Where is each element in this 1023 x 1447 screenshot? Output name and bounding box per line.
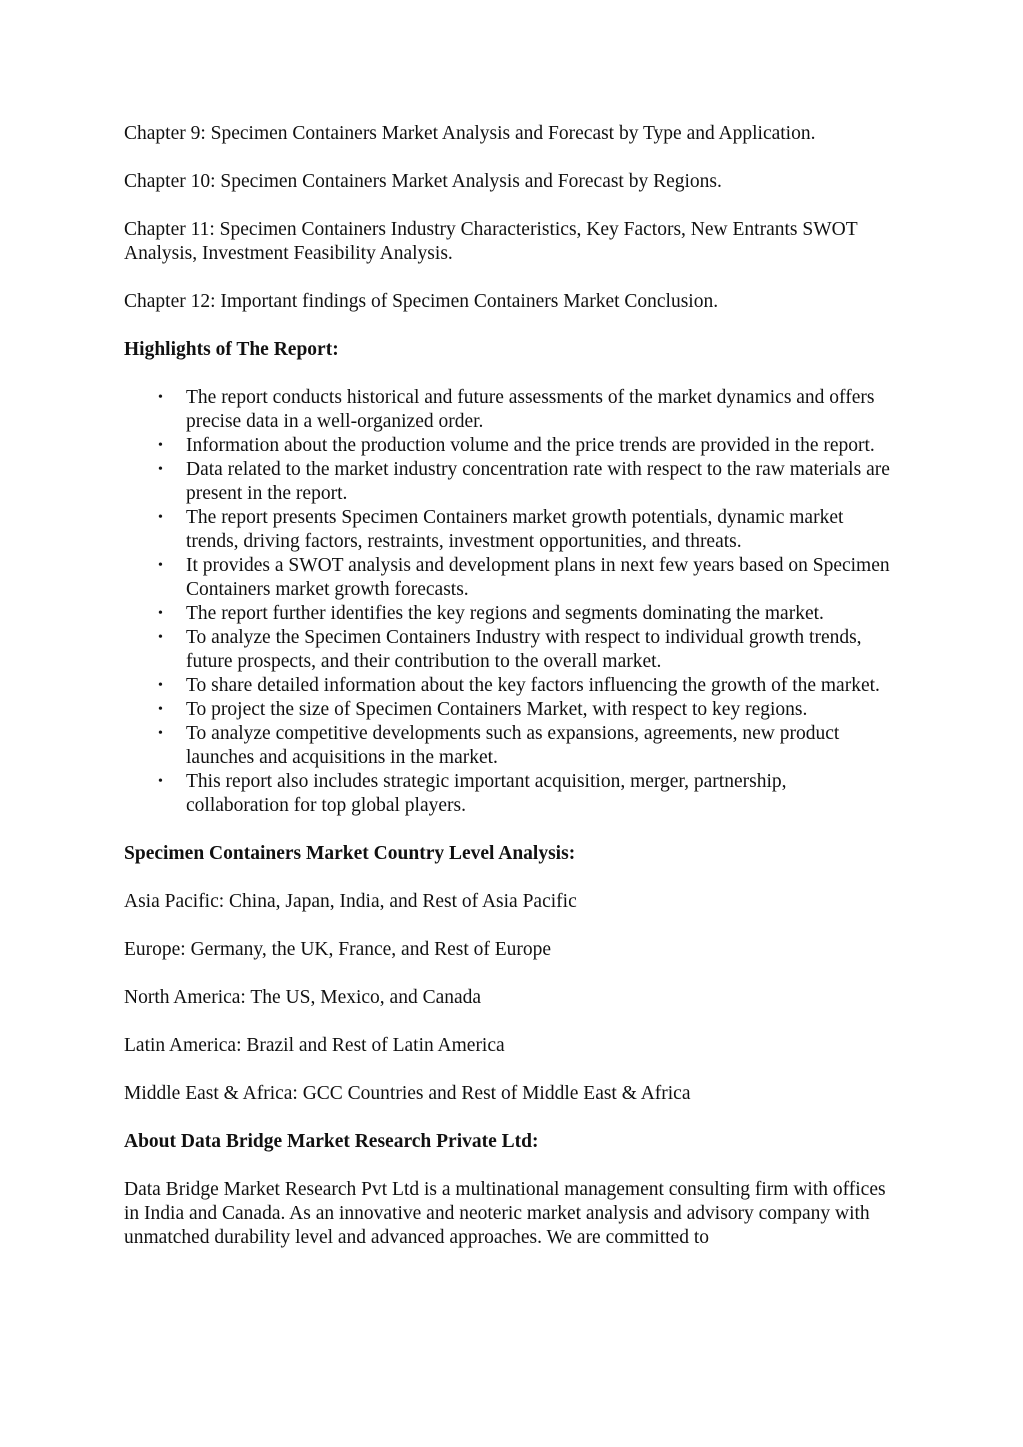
highlights-heading: Highlights of The Report:: [124, 339, 339, 360]
country-analysis-heading: Specimen Containers Market Country Level Analysis:: [124, 843, 576, 864]
bullet-icon: •: [158, 726, 163, 741]
list-item: [124, 458, 894, 506]
list-item: [124, 554, 894, 602]
bullet-icon: •: [158, 462, 163, 477]
bullet-icon: •: [158, 702, 163, 717]
bullet-icon: •: [158, 558, 163, 573]
list-item-text: The report further identifies the key regions and segments dominating the market.: [186, 603, 824, 624]
list-item-text: To project the size of Specimen Containers Market, with respect to key regions.: [186, 699, 808, 720]
about-text: Data Bridge Market Research Pvt Ltd is a multinational management consulting firm with offices in India and Canada. As an innovative and neoteric market analysis and advisory company with unmatched durability level and advanced approaches. We are committed to: [124, 1179, 886, 1248]
bullet-icon: •: [158, 390, 163, 405]
highlights-list: [124, 386, 894, 818]
bullet-icon: •: [158, 510, 163, 525]
list-item: [124, 602, 894, 626]
chapter-10-text: Chapter 10: Specimen Containers Market Analysis and Forecast by Regions.: [124, 171, 722, 192]
list-item-text: Data related to the market industry concentration rate with respect to the raw materials are present in the report.: [186, 459, 890, 504]
list-item-text: The report presents Specimen Containers market growth potentials, dynamic market trends, driving factors, restraints, investment opportunities, and threats.: [186, 507, 844, 552]
bullet-icon: •: [158, 606, 163, 621]
list-item: [124, 434, 894, 458]
list-item: [124, 626, 894, 674]
list-item: [124, 722, 894, 770]
list-item: [124, 674, 894, 698]
chapter-11-text: Chapter 11: Specimen Containers Industry Characteristics, Key Factors, New Entrants SWOT Analysis, Investment Feasibility Analysis.: [124, 219, 858, 264]
list-item: [124, 506, 894, 554]
list-item-text: This report also includes strategic important acquisition, merger, partnership, collaboration for top global players.: [186, 771, 787, 816]
region-europe: Europe: Germany, the UK, France, and Rest of Europe: [124, 939, 552, 960]
chapter-12-text: Chapter 12: Important findings of Specimen Containers Market Conclusion.: [124, 291, 719, 312]
about-heading: About Data Bridge Market Research Private Ltd:: [124, 1131, 539, 1152]
bullet-icon: •: [158, 438, 163, 453]
list-item: [124, 386, 894, 434]
list-item-text: To share detailed information about the key factors influencing the growth of the market.: [186, 675, 880, 696]
region-latin-america: Latin America: Brazil and Rest of Latin America: [124, 1035, 505, 1056]
list-item-text: Information about the production volume and the price trends are provided in the report.: [186, 435, 875, 456]
region-asia-pacific: Asia Pacific: China, Japan, India, and Rest of Asia Pacific: [124, 891, 577, 912]
chapter-9-text: Chapter 9: Specimen Containers Market Analysis and Forecast by Type and Application.: [124, 123, 816, 144]
list-item-text: To analyze the Specimen Containers Industry with respect to individual growth trends, future prospects, and their contribution to the overall market.: [186, 627, 862, 672]
region-middle-east-africa: Middle East & Africa: GCC Countries and Rest of Middle East & Africa: [124, 1083, 691, 1104]
list-item-text: It provides a SWOT analysis and development plans in next few years based on Specimen Containers market growth forecasts.: [186, 555, 890, 600]
bullet-icon: •: [158, 774, 163, 789]
list-item: [124, 698, 894, 722]
bullet-icon: •: [158, 630, 163, 645]
list-item-text: The report conducts historical and future assessments of the market dynamics and offers precise data in a well-organized order.: [186, 387, 875, 432]
list-item-text: To analyze competitive developments such as expansions, agreements, new product launches and acquisitions in the market.: [186, 723, 840, 768]
list-item: [124, 770, 894, 818]
region-north-america: North America: The US, Mexico, and Canada: [124, 987, 482, 1008]
document-body: [124, 122, 894, 1274]
bullet-icon: •: [158, 678, 163, 693]
